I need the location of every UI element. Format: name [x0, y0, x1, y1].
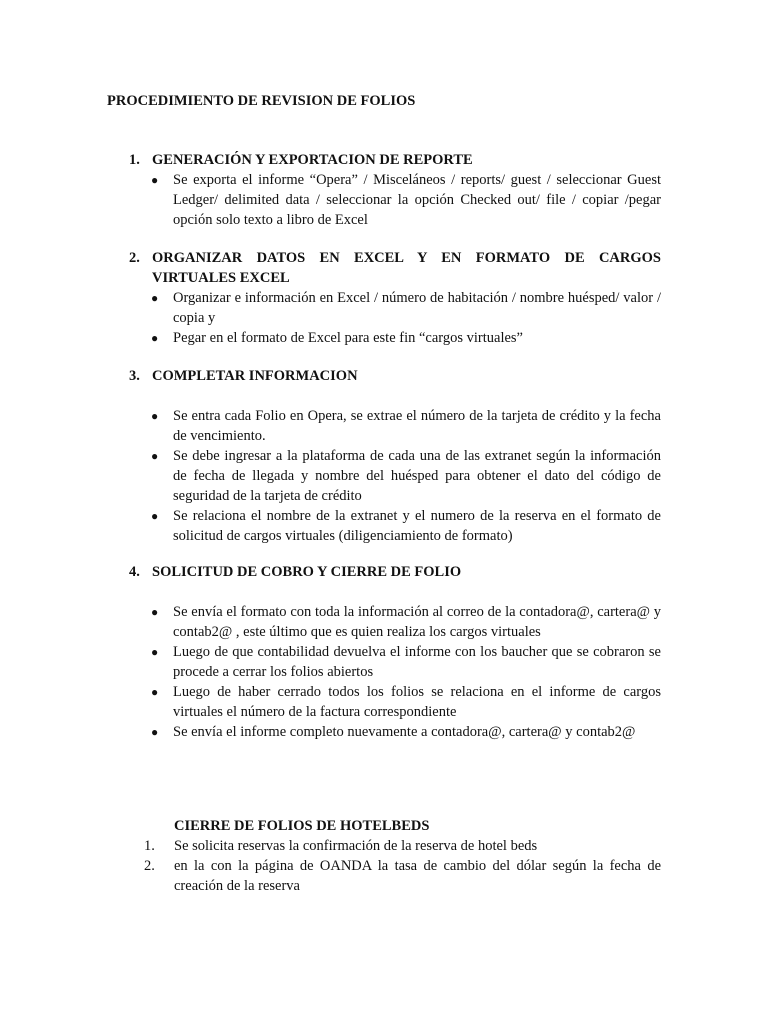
list-item — [129, 722, 661, 742]
bullet-list — [129, 406, 661, 546]
section-title: GENERACIÓN Y EXPORTACION DE REPORTE — [152, 152, 473, 168]
item-number: 1. — [144, 838, 155, 854]
bullet-list — [129, 170, 661, 230]
section-number: 2. — [129, 250, 140, 266]
item-number: 2. — [144, 858, 155, 874]
list-item-text: Se exporta el informe “Opera” / Misceláneos / reports/ guest / seleccionar Guest Ledger/ delimited data / seleccionar la opción Checked out/ file / copiar /pegar opción solo texto a libro de Excel — [173, 172, 661, 228]
section-heading — [129, 150, 661, 170]
hotelbeds-list — [144, 836, 661, 896]
list-item-text: Se debe ingresar a la plataforma de cada una de las extranet según la información de fecha de llegada y nombre del huésped para obtener el dato del código de seguridad de la tarjeta de crédito — [173, 448, 661, 504]
bullet-icon: ● — [151, 173, 159, 187]
spacer — [129, 582, 661, 602]
list-item — [129, 446, 661, 506]
bullet-icon: ● — [151, 449, 159, 463]
document-title: PROCEDIMIENTO DE REVISION DE FOLIOS — [107, 93, 416, 109]
list-item — [129, 328, 661, 348]
list-item-text: Organizar e información en Excel / número de habitación / nombre huésped/ valor / copia y — [173, 290, 661, 326]
list-item-text: en la con la página de OANDA la tasa de cambio del dólar según la fecha de creación de la reserva — [174, 858, 661, 894]
section-heading — [129, 248, 661, 288]
list-item-text: Se envía el informe completo nuevamente a contadora@, cartera@ y contab2@ — [173, 724, 636, 740]
list-item — [129, 506, 661, 546]
bullet-icon: ● — [151, 291, 159, 305]
list-item — [144, 856, 661, 896]
section-title: SOLICITUD DE COBRO Y CIERRE DE FOLIO — [152, 564, 462, 580]
section-title: COMPLETAR INFORMACION — [152, 368, 358, 384]
bullet-list — [129, 602, 661, 742]
section-1 — [129, 150, 661, 230]
section-title: ORGANIZAR DATOS EN EXCEL Y EN FORMATO DE CARGOS VIRTUALES EXCEL — [152, 250, 661, 286]
list-item-text: Luego de haber cerrado todos los folios se relaciona en el informe de cargos virtuales el número de la factura correspondiente — [173, 684, 661, 720]
bullet-icon: ● — [151, 725, 159, 739]
section-4 — [129, 562, 661, 742]
list-item-text: Se relaciona el nombre de la extranet y el numero de la reserva en el formato de solicitud de cargos virtuales (diligenciamiento de formato) — [173, 508, 661, 544]
list-item — [129, 170, 661, 230]
bullet-icon: ● — [151, 409, 159, 423]
section-number: 1. — [129, 152, 140, 168]
list-item — [129, 288, 661, 328]
bullet-icon: ● — [151, 331, 159, 345]
list-item — [129, 602, 661, 642]
hotelbeds-heading: CIERRE DE FOLIOS DE HOTELBEDS — [174, 818, 430, 834]
list-item-text: Luego de que contabilidad devuelva el informe con los baucher que se cobraron se procede a cerrar los folios abiertos — [173, 644, 661, 680]
list-item — [144, 836, 661, 856]
bullet-icon: ● — [151, 645, 159, 659]
list-item — [129, 406, 661, 446]
list-item — [129, 682, 661, 722]
section-2 — [129, 248, 661, 348]
bullet-icon: ● — [151, 509, 159, 523]
list-item-text: Se envía el formato con toda la información al correo de la contadora@, cartera@ y contab2@ , este último que es quien realiza los cargos virtuales — [173, 604, 661, 640]
section-3 — [129, 366, 661, 546]
spacer — [129, 386, 661, 406]
list-item-text: Se solicita reservas la confirmación de la reserva de hotel beds — [174, 838, 538, 854]
list-item-text: Pegar en el formato de Excel para este fin “cargos virtuales” — [173, 330, 523, 346]
section-heading — [129, 366, 661, 386]
bullet-icon: ● — [151, 685, 159, 699]
section-number: 3. — [129, 368, 140, 384]
bullet-list — [129, 288, 661, 348]
list-item — [129, 642, 661, 682]
section-heading — [129, 562, 661, 582]
section-number: 4. — [129, 564, 140, 580]
bullet-icon: ● — [151, 605, 159, 619]
list-item-text: Se entra cada Folio en Opera, se extrae el número de la tarjeta de crédito y la fecha de vencimiento. — [173, 408, 661, 444]
